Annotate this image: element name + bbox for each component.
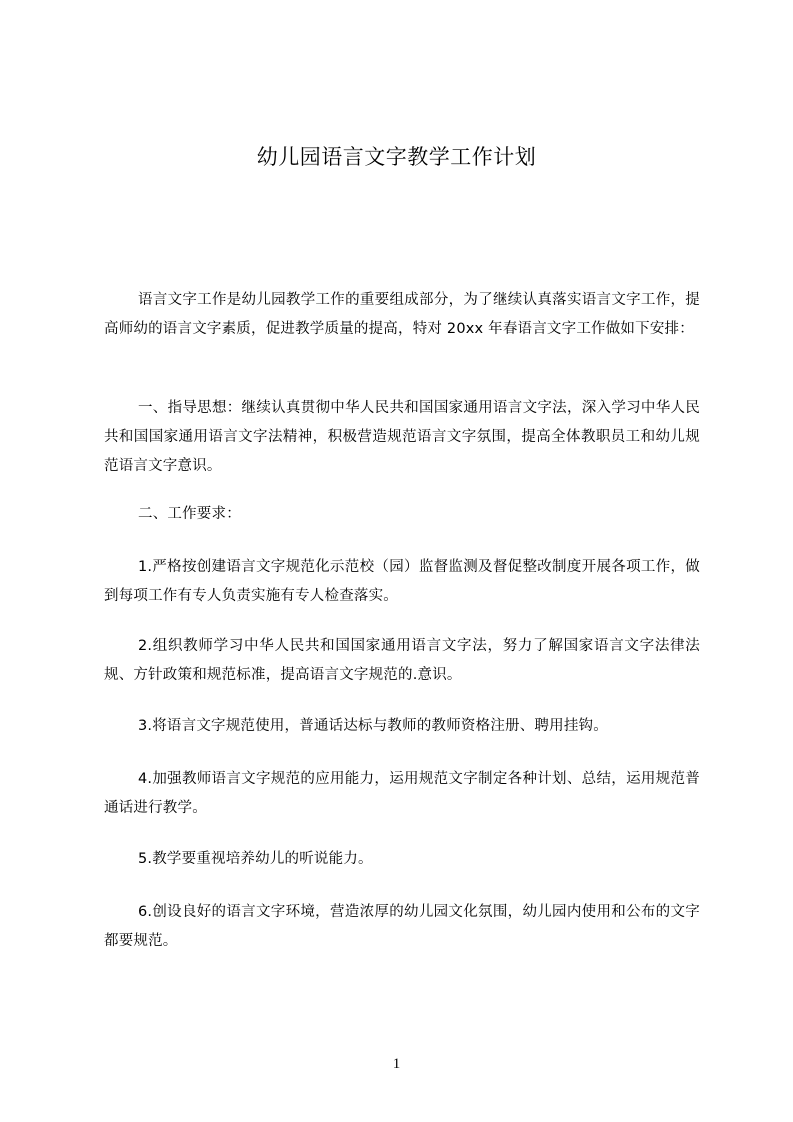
requirement-item-5: 5.教学要重视培养幼儿的听说能力。 [138, 851, 373, 867]
document-title: 幼儿园语言文字教学工作计划 [256, 145, 537, 169]
requirement-item-3: 3.将语言文字规范使用，普通话达标与教师的教师资格注册、聘用挂钩。 [138, 718, 608, 734]
page-number: 1 [392, 1056, 401, 1072]
requirement-item-6: 6.创设良好的语言文字环境，营造浓厚的幼儿园文化氛围，幼儿园内使用和公布的文字都要规范。 [104, 904, 700, 949]
guiding-principle-paragraph: 一、指导思想：继续认真贯彻中华人民共和国国家通用语言文字法，深入学习中华人民共和国国家通用语言文字法精神，积极营造规范语言文字氛围，提高全体教职员工和幼儿规范语言文字意识。 [104, 400, 700, 474]
work-requirements-heading: 二、工作要求： [138, 506, 241, 522]
requirement-item-1: 1.严格按创建语言文字规范化示范校（园）监督监测及督促整改制度开展各项工作，做到每项工作有专人负责实施有专人检查落实。 [104, 559, 700, 604]
intro-paragraph: 语言文字工作是幼儿园教学工作的重要组成部分，为了继续认真落实语言文字工作，提高师幼的语言文字素质，促进教学质量的提高，特对 20xx 年春语言文字工作做如下安排： [104, 292, 700, 337]
requirement-item-4: 4.加强教师语言文字规范的应用能力，运用规范文字制定各种计划、总结，运用规范普通话进行教学。 [104, 771, 700, 816]
requirement-item-2: 2.组织教师学习中华人民共和国国家通用语言文字法，努力了解国家语言文字法律法规、方针政策和规范标准，提高语言文字规范的.意识。 [104, 638, 700, 683]
